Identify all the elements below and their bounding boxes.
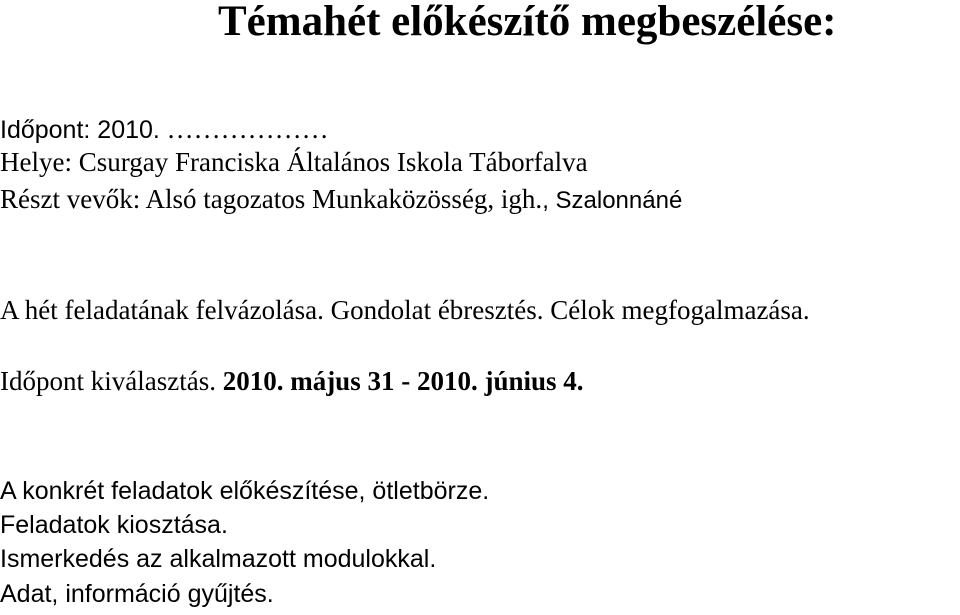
agenda-date-range: 2010. május 31 - 2010. június 4. [222, 366, 584, 396]
meeting-time-label: Időpont: 2010. [0, 116, 160, 144]
meeting-participants [0, 183, 682, 217]
participants-names: , Szalonnáné [542, 187, 683, 214]
document-title: Témahét előkészítő megbeszélése: [218, 0, 837, 45]
agenda-line-2 [0, 365, 584, 397]
agenda-date-label: Időpont kiválasztás. [0, 366, 223, 396]
meeting-time-placeholder: ……………… [159, 114, 329, 144]
task-item: Ismerkedés az alkalmazott modulokkal. [0, 545, 437, 573]
task-item: A konkrét feladatok előkészítése, ötletbörze. [0, 477, 490, 505]
participants-group: Részt vevők: Alsó tagozatos Munkaközösség, igh. [0, 184, 543, 214]
meeting-place: Helye: Csurgay Franciska Általános Iskola Táborfalva [0, 147, 588, 177]
task-item: Feladatok kiosztása. [0, 511, 228, 539]
agenda-line-1: A hét feladatának felvázolása. Gondolat ébresztés. Célok megfogalmazása. [0, 295, 810, 325]
meeting-time [0, 113, 329, 146]
task-item: Adat, információ gyűjtés. [0, 580, 274, 608]
